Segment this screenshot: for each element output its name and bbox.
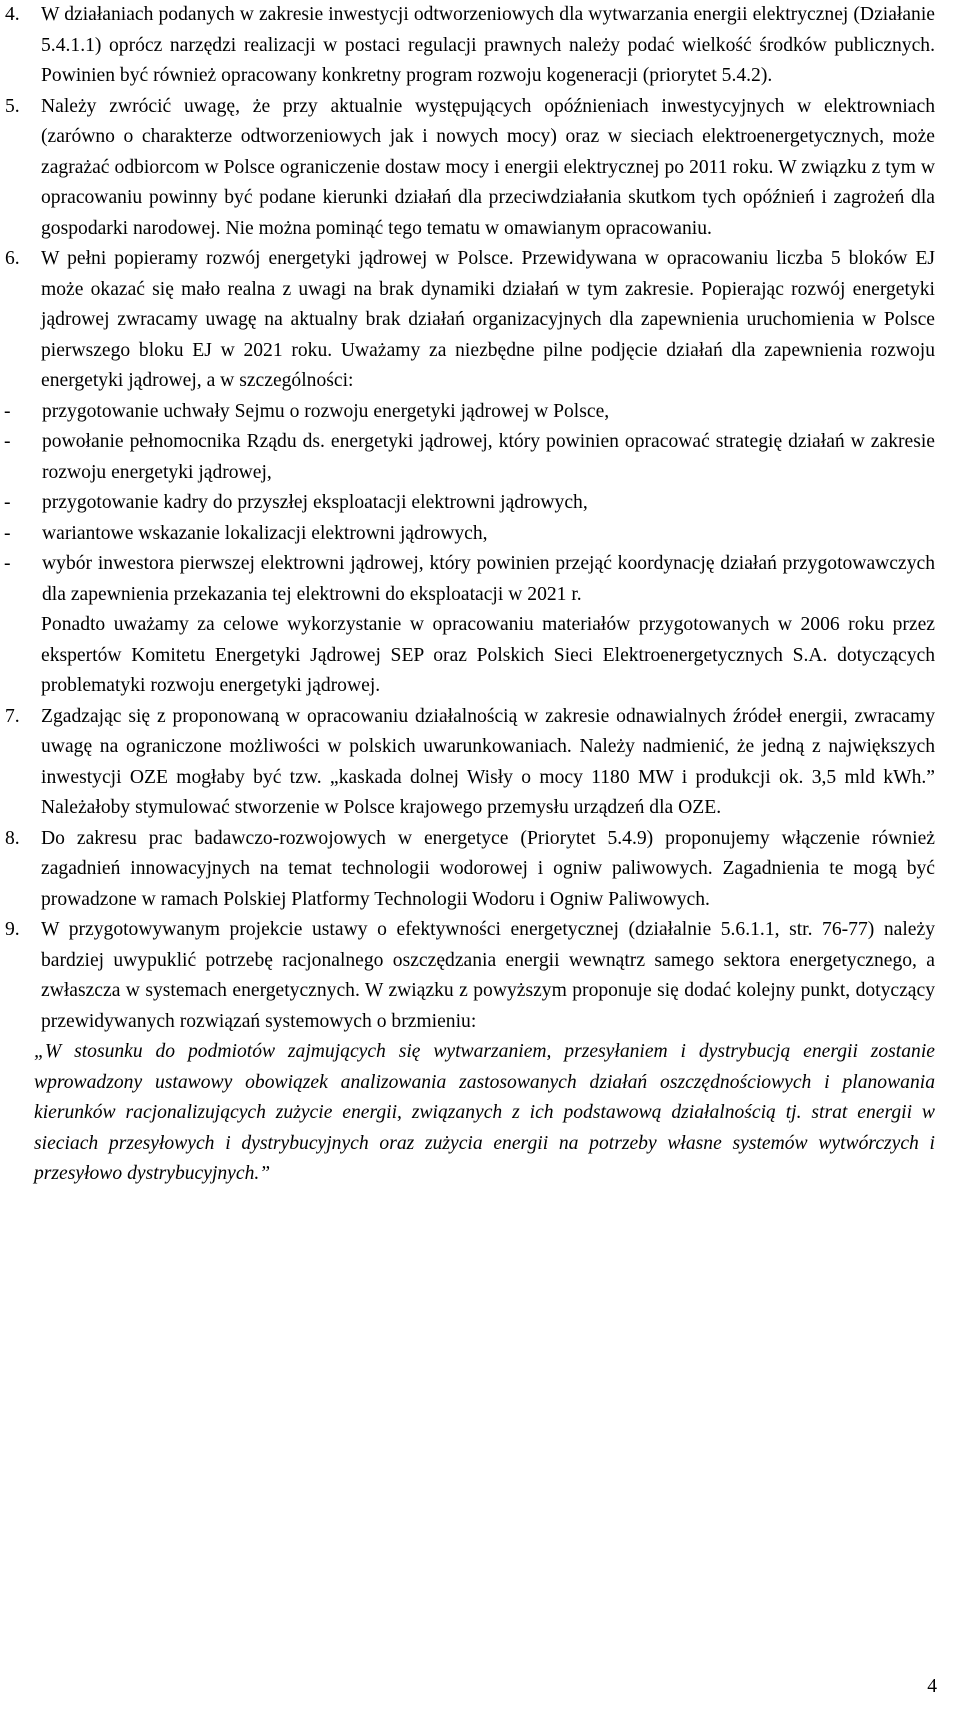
item-text: Do zakresu prac badawczo-rozwojowych w energetyce (Priorytet 5.4.9) proponujemy włączenie również zagadnień innowacyjnych na temat technologii wodorowej i ogniw paliwowych. Zagadnienia te mogą być prowadzone w ramach Polskiej Platformy Technologii Wodoru i Ogniw Paliwowych. — [41, 827, 935, 910]
dash-item — [0, 519, 935, 550]
item-number: 8. — [5, 827, 20, 849]
dash-mark: - — [4, 553, 11, 574]
dash-mark: - — [4, 492, 11, 513]
page-number: 4 — [927, 1676, 937, 1697]
dash-list — [4, 397, 935, 611]
proposed-provision-quote: „W stosunku do podmiotów zajmujących się wytwarzaniem, przesyłaniem i dystrybucją energii zostanie wprowadzony ustawowy obowiązek analizowania zastosowanych działań oszczędnościowych i planowania kierunków racjonalizujących zużycie energii, związanych z ich podstawową działalnością tj. strat energii w sieciach przesyłowych i dystrybucyjnych oraz zużycia energii na potrzeby własne systemów wytwórczych i przesyłowo dystrybucyjnych.” — [34, 1041, 935, 1184]
dash-item — [0, 397, 935, 428]
item-number: 6. — [5, 248, 20, 269]
dash-item — [0, 549, 935, 610]
dash-item — [0, 488, 935, 519]
item-number: 9. — [5, 919, 20, 940]
item-text: W działaniach podanych w zakresie inwestycji odtworzeniowych dla wytwarzania energii elektrycznej (Działanie 5.4.1.1) oprócz narzędzi realizacji w postaci regulacji prawnych należy podać wielkość środków publicznych. Powinien być również opracowany konkretny program rozwoju kogeneracji (priorytet 5.4.2). — [41, 4, 935, 86]
item-text: W pełni popieramy rozwój energetyki jądrowej w Polsce. Przewidywana w opracowaniu liczba 5 bloków EJ może okazać się mało realna z uwagi na brak dynamiki działań w tym zakresie. Popierając rozwój energetyki jądrowej zwracamy uwagę na aktualny brak działań organizacyjnych dla zapewnienia uruchomienia w Polsce pierwszego bloku EJ w 2021 roku. Uważamy za niezbędne pilne podjęcie działań dla zapewnienia rozwoju energetyki jądrowej, a w szczególności: — [41, 248, 935, 391]
list-item-9 — [0, 915, 935, 1037]
item-text: Zgadzając się z proponowaną w opracowaniu działalnością w zakresie odnawialnych źródeł energii, zwracamy uwagę na ograniczone możliwości w polskich uwarunkowaniach. Należy nadmienić, że jedną z największych inwestycji OZE mogłaby być tzw. „kaskada dolnej Wisły o mocy 1180 MW i produkcji ok. 3,5 mld kWh.” Należałoby stymulować stworzenie w Polsce krajowego przemysłu urządzeń dla OZE. — [41, 705, 935, 818]
item-continuation: Ponadto uważamy za celowe wykorzystanie w opracowaniu materiałów przygotowanych w 2006 roku przez ekspertów Komitetu Energetyki Jądrowej SEP oraz Polskich Sieci Elektroenergetycznych S.A. dotyczących problematyki rozwoju energetyki jądrowej. — [41, 614, 935, 696]
dash-item-text: powołanie pełnomocnika Rządu ds. energetyki jądrowej, który powinien opracować strategię działań w zakresie rozwoju energetyki jądrowej, — [42, 431, 935, 483]
dash-item-text: przygotowanie uchwały Sejmu o rozwoju energetyki jądrowej w Polsce, — [42, 400, 610, 422]
dash-mark: - — [4, 400, 11, 422]
item-number: 4. — [5, 4, 20, 25]
dash-item-text: wariantowe wskazanie lokalizacji elektrowni jądrowych, — [42, 522, 488, 544]
list-item-5 — [0, 92, 935, 245]
dash-item-text: wybór inwestora pierwszej elektrowni jądrowej, który powinien przejąć koordynację działań przygotowawczych dla zapewnienia przekazania tej elektrowni do eksploatacji w 2021 r. — [42, 553, 935, 605]
list-item-4 — [0, 0, 935, 92]
item-number: 5. — [5, 95, 20, 117]
dash-item-text: przygotowanie kadry do przyszłej eksploatacji elektrowni jądrowych, — [42, 492, 588, 513]
list-item-8 — [0, 824, 935, 916]
list-item-6 — [0, 244, 935, 702]
item-text: W przygotowywanym projekcie ustawy o efektywności energetycznej (działalnie 5.6.1.1, str. 76-77) należy bardziej uwypuklić potrzebę racjonalnego oszczędzania energii wewnątrz samego sektora energetycznego, a zwłaszcza w systemach energetycznych. W związku z powyższym proponuje się dodać kolejny punkt, dotyczący przewidywanych rozwiązań systemowych o brzmieniu: — [41, 919, 935, 1032]
dash-item — [0, 427, 935, 488]
list-item-7 — [0, 702, 935, 824]
item-number: 7. — [5, 705, 20, 727]
dash-mark: - — [4, 522, 11, 544]
dash-mark: - — [4, 431, 11, 452]
item-text: Należy zwrócić uwagę, że przy aktualnie występujących opóźnieniach inwestycyjnych w elektrowniach (zarówno o charakterze odtworzeniowych jak i nowych mocy) oraz w sieciach elektroenergetycznych, może zagrażać odbiorcom w Polsce ograniczenie dostaw mocy i energii elektrycznej po 2011 roku. W związku z tym w opracowaniu powinny być podane kierunki działań dla przeciwdziałania skutkom tych opóźnień i zagrożeń dla gospodarki narodowej. Nie można pominąć tego tematu w omawianym opracowaniu. — [41, 95, 935, 239]
